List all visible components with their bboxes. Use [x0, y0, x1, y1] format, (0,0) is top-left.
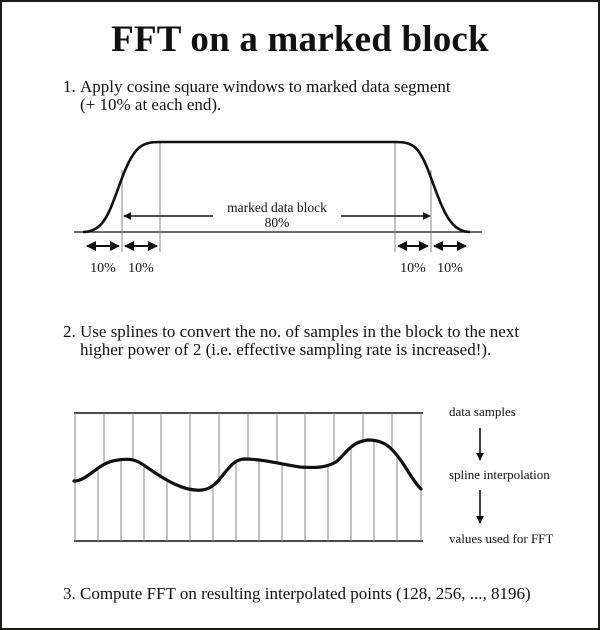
legend-data-samples: data samples	[449, 404, 516, 419]
step-3-text-1: Compute FFT on resulting interpolated points (128, 256, ..., 8196)	[80, 584, 531, 603]
segment-label-3: 10%	[400, 261, 426, 276]
window-guides	[122, 142, 431, 252]
segment-label-1: 10%	[90, 261, 116, 276]
cosine-window-diagram	[74, 142, 482, 276]
step-1-number: 1.	[63, 77, 76, 96]
segment-label-4: 10%	[437, 261, 463, 276]
diagrams	[2, 2, 598, 628]
spline-diagram	[74, 404, 553, 546]
step-1-text-1: Apply cosine square windows to marked data segment	[80, 77, 451, 96]
step-3-number: 3.	[63, 584, 76, 603]
step-2-text-1: Use splines to convert the no. of samples in the block to the next	[80, 322, 520, 341]
step-2-text-2: higher power of 2 (i.e. effective sampling rate is increased!).	[80, 340, 492, 359]
block-label: marked data block	[227, 200, 327, 215]
step-2-number: 2.	[63, 322, 76, 341]
segment-label-2: 10%	[128, 261, 154, 276]
legend-spline-interpolation: spline interpolation	[449, 467, 550, 482]
block-percent: 80%	[264, 215, 290, 230]
data-sample-lines	[75, 413, 421, 541]
page-title: FFT on a marked block	[111, 19, 489, 60]
legend-values-for-fft: values used for FFT	[449, 531, 554, 546]
step-1-text-2: (+ 10% at each end).	[80, 95, 222, 114]
